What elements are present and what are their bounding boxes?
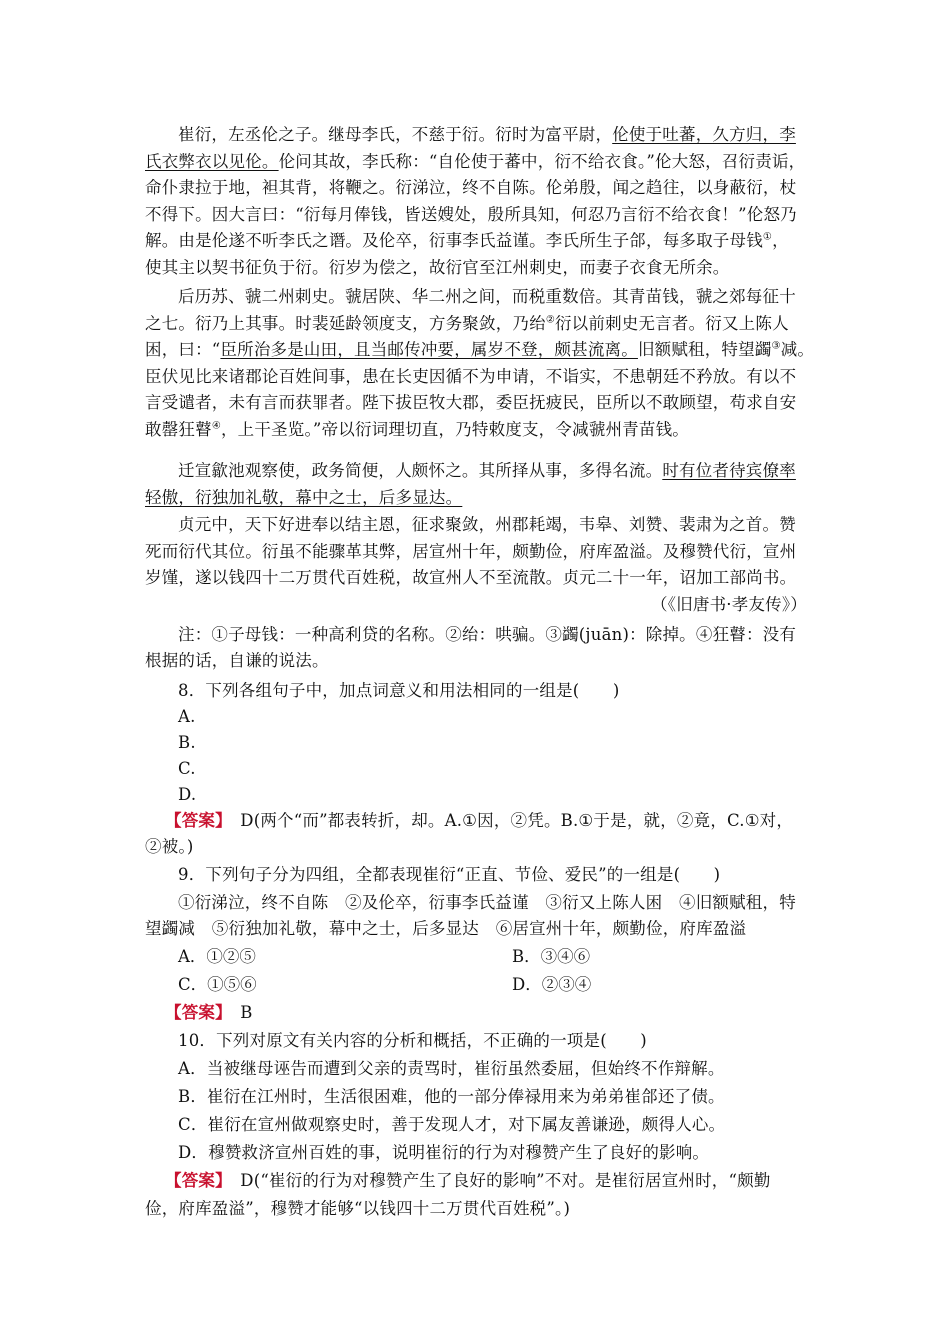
q9-answer bbox=[165, 1000, 827, 1026]
footnote-marker: ① bbox=[762, 231, 773, 243]
q8-answer bbox=[165, 808, 827, 834]
passage-text: 岁馑，遂以钱四十二万贯代百姓税，故宣州人不至流散。贞元二十一年，诏加工部尚书。 bbox=[145, 568, 797, 587]
passage-p2-line bbox=[178, 284, 807, 310]
q9-items-1: ①衍涕泣，终不自陈 ②及伦卒，衍事李氏益谨 ③衍又上陈人困 ④旧额赋租，特 bbox=[178, 893, 796, 912]
q9-option-d: D．②③④ bbox=[512, 975, 592, 994]
q8-stem: 8．下列各组句子中，加点词意义和用法相同的一组是( ) bbox=[178, 681, 620, 700]
passage-text: ，上干圣览。”帝以衍词理切直，乃特敕度支，令减虢州青苗钱。 bbox=[220, 419, 689, 439]
answer-tag: 【答案】 bbox=[165, 811, 224, 830]
passage-p2-line bbox=[145, 390, 807, 416]
q9-items-2: 望蠲减 ⑤衍独加礼敬，幕中之士，后多显达 ⑥居宣州十年，颇勤俭，府库盈溢 bbox=[145, 919, 747, 938]
passage-text: 旧额赋租，特望蠲 bbox=[637, 340, 772, 359]
passage-text: 臣伏见比来诸郡论百姓间事，患在长吏因循不为申请，不诣实，不患朝廷不矜放。有以不 bbox=[145, 366, 797, 386]
note-line-1: 注：①子母钱：一种高利贷的名称。②绐：哄骗。③蠲(juān)：除掉。④狂瞽：没有 bbox=[178, 625, 797, 644]
passage-text: ， bbox=[772, 231, 789, 250]
answer-tag: 【答案】 bbox=[165, 1003, 224, 1022]
passage-p1-line bbox=[145, 255, 807, 281]
source-citation: （《旧唐书·孝友传》） bbox=[651, 595, 807, 614]
passage-p1-line bbox=[145, 202, 807, 228]
passage-p1-line bbox=[145, 149, 807, 175]
passage-p3-line bbox=[178, 458, 807, 484]
passage-p1-line bbox=[145, 228, 807, 254]
passage-text: 崔衍，左丞伦之子。继母李氏，不慈于衍。衍时为富平尉， bbox=[178, 125, 613, 144]
underlined-sentence: 伦使于吐蕃，久方归，李 bbox=[612, 125, 796, 144]
passage-p4-line bbox=[145, 565, 807, 591]
q9-stem: 9．下列句子分为四组，全都表现崔衍“正直、节俭、爱民”的一组是( ) bbox=[178, 865, 721, 884]
q10-option-a: A．当被继母诬告而遭到父亲的责骂时，崔衍虽然委屈，但始终不作辩解。 bbox=[178, 1059, 725, 1078]
q9-answer-text: B bbox=[223, 1003, 253, 1022]
q10-option-c: C．崔衍在宣州做观察史时，善于发现人才，对下属友善谦逊，颇得人心。 bbox=[178, 1115, 726, 1134]
q8-answer-text: D(两个“而”都表转折，却。A.①因，②凭。B.①于是，就，②竟，C.①对， bbox=[223, 811, 794, 830]
passage-text: 敢罄狂瞽 bbox=[145, 419, 212, 439]
q10-option-b: B．崔衍在江州时，生活很困难，他的一部分俸禄用来为弟弟崔郃还了债。 bbox=[178, 1087, 725, 1106]
q10-stem: 10．下列对原文有关内容的分析和概括，不正确的一项是( ) bbox=[178, 1031, 647, 1050]
passage-p2-line bbox=[145, 417, 807, 443]
passage-p1-line bbox=[178, 122, 807, 148]
passage-text: 之七。衍乃上其事。时裴延龄领度支，方务聚敛，乃绐 bbox=[145, 313, 546, 333]
footnote-marker: ② bbox=[545, 314, 555, 325]
passage-p1-line bbox=[145, 175, 807, 201]
q9-option-b: B．③④⑥ bbox=[512, 947, 591, 966]
underlined-sentence: 氏衣弊衣以见伦。 bbox=[145, 151, 279, 171]
footnote-marker: ④ bbox=[211, 420, 221, 431]
passage-text: 解。由是伦遂不听李氏之谮。及伦卒，衍事李氏益谨。李氏所生子郃，每多取子母钱 bbox=[145, 231, 763, 250]
underlined-sentence: 轻傲，衍独加礼敬，幕中之士，后多显达。 bbox=[145, 487, 463, 507]
passage-p2-line bbox=[145, 364, 807, 390]
passage-text: 贞元中，天下好进奉以结主恩，征求聚敛，州郡耗竭，韦皋、刘赞、裴肃为之首。赞 bbox=[178, 515, 796, 534]
q8-option-a: A. bbox=[178, 707, 196, 726]
underlined-sentence: 臣所治多是山田，且当邮传冲要，属岁不登，颇甚流离。 bbox=[220, 340, 638, 359]
q10-answer bbox=[165, 1168, 827, 1194]
q9-option-a: A．①②⑤ bbox=[178, 947, 256, 966]
q10-answer-cont: 俭，府库盈溢”，穆赞才能够“以钱四十二万贯代百姓税”。) bbox=[145, 1199, 571, 1218]
underlined-sentence: 时有位者待宾僚率 bbox=[662, 461, 796, 480]
passage-text: 迁宣歙池观察使，政务简便，人颇怀之。其所择从事，多得名流。 bbox=[178, 461, 663, 480]
passage-p3-line bbox=[145, 485, 807, 511]
q8-option-d: D. bbox=[178, 785, 197, 804]
passage-text: 言受谴者，未有言而获罪者。陛下拔臣牧大郡，委臣抚疲民，臣所以不敢顾望，苟求自安 bbox=[145, 393, 797, 412]
q10-answer-text: D(“崔衍的行为对穆赞产生了良好的影响”不对。是崔衍居宣州时，“颇勤 bbox=[223, 1171, 771, 1190]
passage-p2-line bbox=[145, 337, 815, 363]
passage-text: 死而衍代其位。衍虽不能骤革其弊，居宣州十年，颇勤俭，府库盈溢。及穆赞代衍，宣州 bbox=[145, 541, 797, 561]
footnote-marker: ③ bbox=[771, 340, 781, 352]
passage-text: 命仆隶拉于地，袒其背，将鞭之。衍涕泣，终不自陈。伦弟殷，闻之趋往，以身蔽衍，杖 bbox=[145, 178, 797, 197]
passage-p4-line bbox=[145, 539, 807, 565]
q10-option-d: D．穆赞救济宣州百姓的事，说明崔衍的行为对穆赞产生了良好的影响。 bbox=[178, 1143, 710, 1162]
passage-text: 减。 bbox=[780, 340, 815, 359]
q8-option-c: C. bbox=[178, 759, 196, 778]
note-line-2: 根据的话，自谦的说法。 bbox=[145, 651, 329, 670]
passage-p2-line bbox=[145, 311, 807, 337]
passage-text: 使其主以契书征负于衍。衍岁为偿之，故衍官至江州刺史，而妻子衣食无所余。 bbox=[145, 257, 730, 277]
passage-p4-line bbox=[178, 512, 807, 538]
q9-option-c: C．①⑤⑥ bbox=[178, 975, 257, 994]
passage-text: 衍以前刺史无言者。衍又上陈人 bbox=[554, 313, 789, 333]
q8-answer-cont: ②被。) bbox=[145, 837, 194, 856]
answer-tag: 【答案】 bbox=[165, 1171, 224, 1190]
q8-option-b: B. bbox=[178, 733, 196, 752]
passage-text: 困，曰：“ bbox=[145, 340, 221, 359]
passage-text: 不得下。因大言曰：“衍每月俸钱，皆送嫂处，殷所具知，何忍乃言衍不给衣食！”伦怒乃 bbox=[145, 204, 797, 224]
passage-text: 后历苏、虢二州刺史。虢居陕、华二州之间，而税重数倍。其青苗钱，虢之郊每征十 bbox=[178, 287, 796, 306]
passage-text: 伦问其故，李氏称：“自伦使于蕃中，衍不给衣食。”伦大怒，召衍责诟， bbox=[278, 151, 806, 171]
